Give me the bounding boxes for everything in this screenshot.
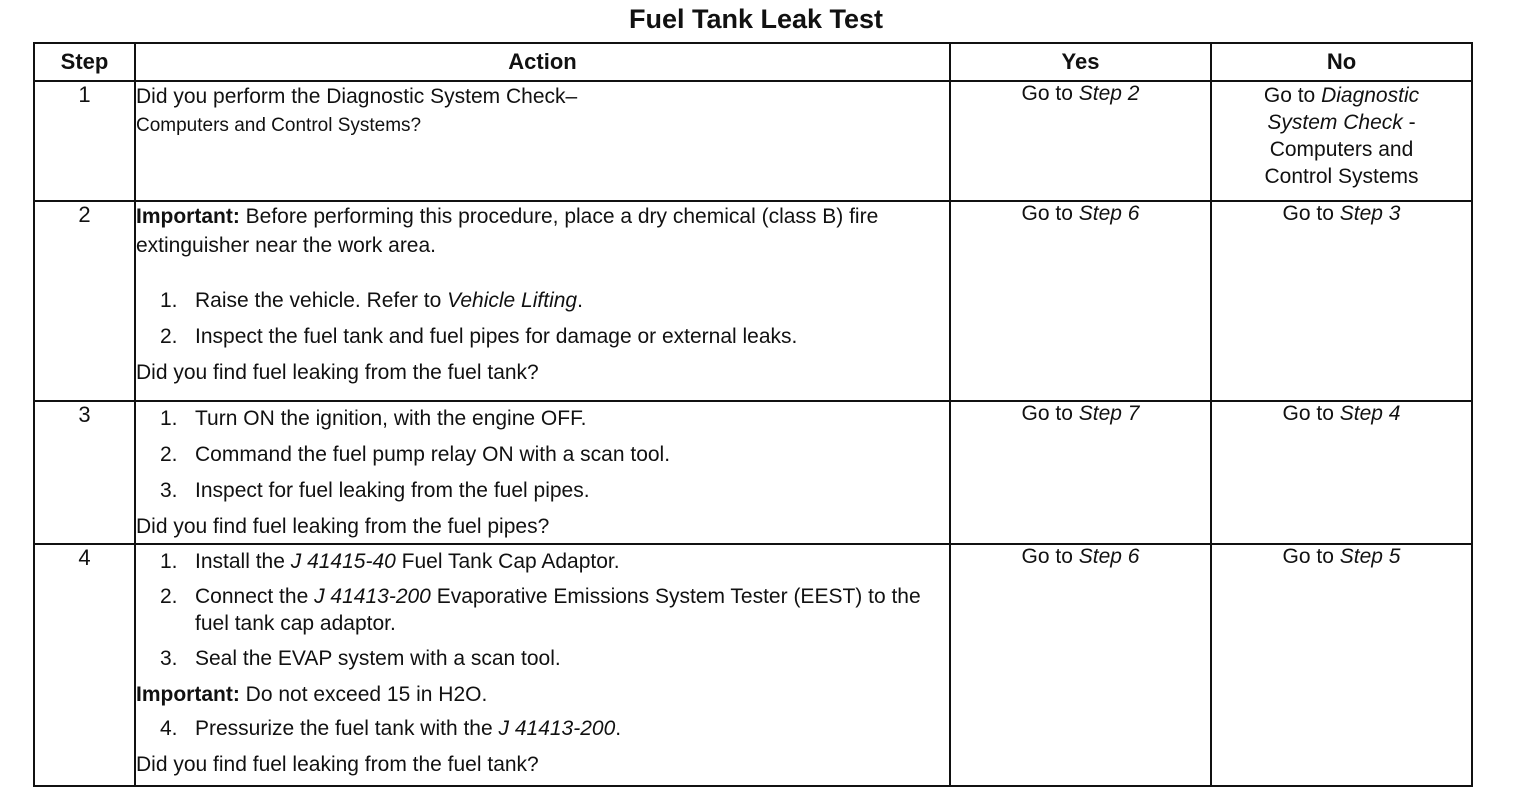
yes-step-link[interactable]: Step 7: [1078, 402, 1140, 425]
yes-goto-text: Go to: [1021, 202, 1079, 225]
table-row: [34, 401, 1472, 544]
no-step-link[interactable]: Step 3: [1339, 202, 1401, 225]
header-yes: Yes: [950, 43, 1211, 81]
tool-link[interactable]: J 41413-200: [314, 585, 431, 608]
item-text: Connect the: [195, 585, 315, 608]
important-text: Before performing this procedure, place a dry chemical (class B) fire extinguisher near the work area.: [136, 205, 879, 257]
action-steps-list: [136, 714, 949, 743]
item-number: 1.: [160, 550, 178, 573]
no-system-check-link[interactable]: System Check: [1267, 111, 1403, 134]
no-cell: [1211, 401, 1472, 544]
action-question-line2: Computers and Control Systems?: [136, 115, 422, 136]
list-item: [160, 440, 949, 469]
item-number: 3.: [160, 647, 178, 670]
list-item: [160, 644, 949, 673]
list-item: [160, 583, 949, 637]
vehicle-lifting-link[interactable]: Vehicle Lifting: [447, 289, 578, 312]
list-item: [160, 322, 949, 351]
action-cell: [135, 201, 950, 401]
header-no: No: [1211, 43, 1472, 81]
action-question: Did you find fuel leaking from the fuel pipes?: [136, 515, 550, 538]
item-text: Turn ON the ignition, with the engine OFF.: [195, 407, 587, 430]
item-text-after: Evaporative Emissions System Tester (EEST) to the fuel tank cap adaptor.: [195, 585, 921, 635]
item-text: Command the fuel pump relay ON with a scan tool.: [195, 443, 671, 466]
no-goto-line3: Computers and: [1269, 138, 1414, 161]
no-cell: [1211, 544, 1472, 786]
action-cell: [135, 401, 950, 544]
step-number: 3: [34, 401, 135, 544]
action-steps-list: [136, 547, 949, 673]
item-text: Raise the vehicle. Refer to: [195, 289, 448, 312]
item-text: Inspect for fuel leaking from the fuel pipes.: [195, 479, 590, 502]
list-item: [160, 404, 949, 433]
yes-goto-text: Go to: [1021, 402, 1079, 425]
important-note: [136, 680, 949, 709]
no-cell: [1211, 201, 1472, 401]
item-text: Inspect the fuel tank and fuel pipes for damage or external leaks.: [195, 325, 798, 348]
no-diagnostic-link[interactable]: Diagnostic: [1321, 84, 1420, 107]
item-number: 2.: [160, 585, 178, 608]
table-row: [34, 81, 1472, 201]
action-question: Did you find fuel leaking from the fuel tank?: [136, 753, 539, 776]
no-cell: [1211, 81, 1472, 201]
yes-cell: [950, 544, 1211, 786]
no-goto-text: Go to: [1282, 202, 1340, 225]
important-label: Important:: [136, 205, 240, 228]
yes-cell: [950, 401, 1211, 544]
table-row: [34, 544, 1472, 786]
action-question-line1: Did you perform the Diagnostic System Check–: [136, 85, 578, 108]
important-label: Important:: [136, 683, 240, 706]
item-number: 3.: [160, 479, 178, 502]
item-text: Seal the EVAP system with a scan tool.: [195, 647, 561, 670]
important-note: [136, 202, 949, 260]
no-goto-text: Go to: [1282, 545, 1340, 568]
yes-step-link[interactable]: Step 6: [1078, 545, 1140, 568]
no-dash: -: [1402, 111, 1416, 134]
yes-step-link[interactable]: Step 6: [1078, 202, 1140, 225]
no-step-link[interactable]: Step 4: [1339, 402, 1401, 425]
item-number: 4.: [160, 717, 178, 740]
header-step: Step: [34, 43, 135, 81]
list-item: [160, 714, 949, 743]
step-number: 1: [34, 81, 135, 201]
item-text-after: .: [577, 289, 583, 312]
step-number: 2: [34, 201, 135, 401]
item-text-after: .: [615, 717, 622, 740]
no-goto-line2: [1212, 109, 1471, 136]
item-number: 2.: [160, 443, 178, 466]
action-question: Did you find fuel leaking from the fuel tank?: [136, 361, 539, 384]
list-item: [160, 286, 949, 315]
action-cell: [135, 81, 950, 201]
list-item: [160, 476, 949, 505]
item-number: 2.: [160, 325, 178, 348]
yes-cell: [950, 81, 1211, 201]
header-row: [34, 43, 1472, 81]
item-number: 1.: [160, 407, 178, 430]
yes-step-link[interactable]: Step 2: [1078, 82, 1140, 105]
no-goto-text: Go to: [1282, 402, 1340, 425]
header-action: Action: [135, 43, 950, 81]
item-text: Install the: [195, 550, 291, 573]
action-cell: [135, 544, 950, 786]
no-step-link[interactable]: Step 5: [1339, 545, 1401, 568]
action-steps-list: [136, 286, 949, 351]
yes-goto-text: Go to: [1021, 82, 1079, 105]
no-goto-line1: [1212, 82, 1471, 109]
item-text-after: Fuel Tank Cap Adaptor.: [395, 550, 620, 573]
yes-cell: [950, 201, 1211, 401]
no-goto-line4: Control Systems: [1264, 165, 1419, 188]
action-steps-list: [136, 404, 949, 505]
page-title: Fuel Tank Leak Test: [628, 4, 884, 34]
yes-goto-text: Go to: [1021, 545, 1079, 568]
tool-link[interactable]: J 41413-200: [498, 717, 616, 740]
no-goto-text: Go to: [1263, 84, 1322, 107]
item-number: 1.: [160, 289, 178, 312]
step-number: 4: [34, 544, 135, 786]
list-item: [160, 547, 949, 576]
important-text: Do not exceed 15 in H2O.: [239, 683, 488, 706]
diagnostic-table: [33, 42, 1473, 787]
table-row: [34, 201, 1472, 401]
item-text: Pressurize the fuel tank with the: [195, 717, 499, 740]
tool-link[interactable]: J 41415-40: [290, 550, 396, 573]
